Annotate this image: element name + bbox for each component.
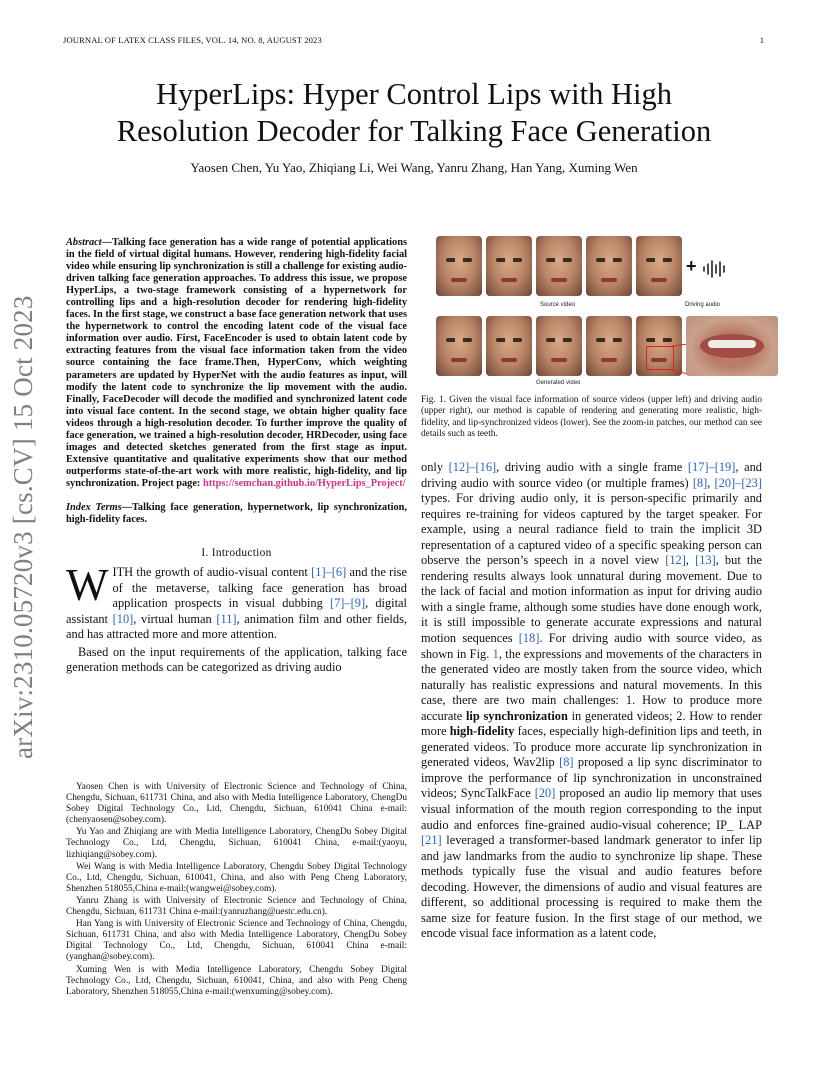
citation-link[interactable]: [12] <box>665 553 686 568</box>
body-text: in generated videos; 2. How to render more <box>421 708 763 739</box>
citation-link[interactable]: [17]–[19] <box>687 460 736 474</box>
generated-frame-image <box>436 316 482 376</box>
paper-title <box>40 76 788 150</box>
index-terms <box>66 502 407 526</box>
body-text: , the expressions and movements of the characters in the generated video are mostly taken from the source video, which naturally has realistic expressions and natural movements. In this case, there are two main challenges: 1. How to produce more accurate <box>421 646 762 723</box>
body-text: leveraged a transformer-based landmark generator to infer lip and jaw landmarks from the audio to synchronize lip shape. These methods typically fuse the visual and audio features before decoding. However, the dimensions of audio and visual features are different, so additional processing is required to make them the same size for feature fusion. In the first stage of our method, we encode visual face information as a latent code, <box>421 833 762 941</box>
abstract-label: Abstract <box>66 237 102 248</box>
abstract <box>66 237 407 490</box>
intro-text: , animation film and other fields, and has attracted more and more attention. <box>66 611 407 642</box>
body-text: . For driving audio with source video, as shown in Fig. <box>421 631 762 661</box>
driving-audio-label: Driving audio <box>685 302 721 308</box>
intro-text: , digital assistant <box>66 596 407 626</box>
footnote: Wei Wang is with Media Intelligence Laboratory, Chengdu Sobey Digital Technology Co., Ltd, Chengdu, Sichuan, 610041, China, and also with Peng Cheng Laboratory, Shenzhen 518055,China e-mail:(wangwei@sobey.com). <box>66 861 407 894</box>
intro-text: , virtual human <box>133 611 217 626</box>
zoom-region-box <box>646 346 674 370</box>
body-text: faces, especially high-definition lips and teeth, in generated videos. To produce more accurate lip synchronization in generated videos, Wav2lip <box>421 724 762 770</box>
page-number: 1 <box>759 35 764 45</box>
generated-frame-image <box>536 316 582 376</box>
footnote: Xuming Wen is with Media Intelligence Laboratory, Chengdu Sobey Digital Technology Co., Ltd, Chengdu, Sichuan, 610041, China, and also with Peng Cheng Laboratory, Shenzhen 518055,China e-mail:(wenxuming@sobey.com). <box>66 964 407 997</box>
figure-caption: Fig. 1. Given the visual face information of source videos (upper left) and driving audio (upper right), our method is capable of rendering and generating more realistic, high-fidelity, and lip-synchronized videos (lower). See the zoom-in patches, our method can see details such as teeth. <box>421 395 762 440</box>
intro-paragraph-1 <box>66 560 407 643</box>
body-text: proposed an audio lip memory that uses visual information of the mouth region corresponding to the input audio and enforces fine-grained audio-visual coherence; IP_ LAP <box>421 786 763 832</box>
body-text: proposed a lip sync discriminator to improve the performance of lip synchronization in unconstrained videos; SyncTalkFace <box>421 755 762 801</box>
citation-link[interactable]: [7]–[9] <box>329 596 366 611</box>
body-text: , but the rendering results always look unnatural during movement. Due to the lack of facial and motion information as input for driving audio with a single frame, although some studies have done enough work, it is still impossible to generate accurate expressions and natural motion sequences <box>421 553 762 646</box>
drop-cap: W <box>66 560 109 611</box>
citation-link[interactable]: [21] <box>421 833 442 848</box>
citation-link[interactable]: [13] <box>695 553 716 568</box>
citation-link[interactable]: [1]–[6] <box>311 565 347 580</box>
emphasis-text: lip synchronization <box>465 708 568 723</box>
body-text: , and driving audio with source video (or multiple frames) <box>421 460 762 490</box>
audio-waveform-icon <box>702 260 728 278</box>
intro-text: and the rise of the metaverse, talking face generation has broad application prospects in visual dubbing <box>112 565 407 611</box>
abstract-text: —Talking face generation has a wide range of potential applications in the field of virtual digital humans. However, rendering high-fidelity facial video while ensuring lip synchronization is still a challenge for existing audio-driven talking face generation approaches. To address this issue, we propose HyperLips, a two-stage framework consisting of a hypernetwork for controlling lips and a high-resolution decoder for rendering high-fidelity faces. In the first stage, we construct a base face generation network that uses the hypernetwork to control the encoding latent code of the visual face information over audio. First, FaceEncoder is used to obtain latent code by extracting features from the visual face information taken from the video source containing the face frame.Then, HyperConv, which weighting parameters are updated by HyperNet with the audio features as input, will modify the latent code to synchronize the lip movement with the audio. Finally, FaceDecoder will decode the modified and synchronized latent code into visual face content. In the second stage, we obtain higher quality face videos through a high-resolution decoder. To further improve the quality of face generation, we trained a high-resolution decoder, HRDecoder, using face images and detected sketches generated from the first stage as input. Extensive quantitative and qualitative experiments show that our method outperforms state-of-the-art work with more realistic, high-fidelity, and lip synchronization. Project page: <box>66 237 407 489</box>
author-list: Yaosen Chen, Yu Yao, Zhiqiang Li, Wei Wang, Yanru Zhang, Han Yang, Xuming Wen <box>190 160 638 175</box>
arxiv-identifier: arXiv:2310.05720v3 [cs.CV] 15 Oct 2023 <box>8 295 38 759</box>
citation-link[interactable]: [18] <box>518 631 540 646</box>
source-frame-image <box>636 236 682 296</box>
zoomed-lips-image <box>686 316 778 376</box>
citation-link[interactable]: [8] <box>692 475 708 490</box>
plus-icon: + <box>686 256 697 276</box>
body-text: , <box>707 475 715 490</box>
title-line-2: Resolution Decoder for Talking Face Generation <box>116 114 712 148</box>
source-video-label: Source video <box>540 302 576 308</box>
citation-link[interactable]: [10] <box>112 611 134 626</box>
project-page-link[interactable]: https://semchan.github.io/HyperLips_Project/ <box>202 477 406 489</box>
generated-frame-image <box>586 316 632 376</box>
citation-link[interactable]: [11] <box>216 611 237 626</box>
body-text: types. For driving audio only, it is person-specific primarily and requires re-training for videos captured by the target speaker. For example, using a neural radiance field to train the implicit 3D representation of a captured video of a specific speaking person can observe the person’s speech in a novel view <box>421 491 762 568</box>
title-line-1: HyperLips: Hyper Control Lips with High <box>156 77 672 111</box>
generated-frame-image <box>486 316 532 376</box>
footnote: Yu Yao and Zhiqiang are with Media Intelligence Laboratory, ChengDu Sobey Digital Technology Co., Ltd, Chengdu, Sichuan, 610041 China, e-mail:(yaoyu, lizhiqiang@sobey.com). <box>66 827 407 860</box>
footnote: Han Yang is with University of Electronic Science and Technology of China, Chengdu, Sichuan, 611731 China, and also with Media Intelligence Laboratory, ChengDu Sobey Digital Technology Co., Ltd, Chengdu, Sichuan, 610041 China e-mail: (yanghan@sobey.com). <box>66 919 407 963</box>
running-head: JOURNAL OF LATEX CLASS FILES, VOL. 14, NO. 8, AUGUST 2023 <box>63 35 322 45</box>
index-terms-label: Index Terms <box>66 501 122 513</box>
generated-video-label: Generated video <box>536 380 581 386</box>
emphasis-text: high-fidelity <box>449 724 515 739</box>
source-frame-image <box>486 236 532 296</box>
body-text: , driving audio with a single frame <box>496 460 688 474</box>
source-frame-image <box>536 236 582 296</box>
footnote: Yanru Zhang is with University of Electronic Science and Technology of China, Chengdu, Sichuan, 611731 China e-mail:(yanruzhang@uestc.edu.cn). <box>66 895 407 918</box>
right-column <box>421 460 762 942</box>
citation-link[interactable]: [20]–[23] <box>714 475 762 490</box>
citation-link[interactable]: [20] <box>534 786 556 801</box>
figure-1 <box>436 236 772 392</box>
left-column <box>66 237 407 676</box>
right-column-paragraph <box>421 460 762 942</box>
source-frame-image <box>586 236 632 296</box>
source-frame-image <box>436 236 482 296</box>
intro-paragraph-2: Based on the input requirements of the application, talking face generation methods can be categorized as driving audio <box>66 644 407 675</box>
index-terms-text: —Talking face generation, hypernetwork, lip synchronization, high-fidelity faces. <box>66 501 407 526</box>
author-footnotes <box>66 782 407 999</box>
figure-reference-link[interactable]: 1 <box>492 646 499 661</box>
citation-link[interactable]: [8] <box>559 755 574 770</box>
intro-text: ITH the growth of audio-visual content <box>112 565 312 580</box>
footnote: Yaosen Chen is with University of Electronic Science and Technology of China, Chengdu, Sichuan, 611731 China, and also with Media Intelligence Laboratory, ChengDu Sobey Digital Technology Co., Ltd, Chengdu, Sichuan, 610041 China e-mail: (chenyaosen@sobey.com). <box>66 782 407 826</box>
section-heading-introduction: I. Introduction <box>201 547 272 560</box>
body-text: , <box>685 553 696 568</box>
citation-link[interactable]: [12]–[16] <box>448 460 497 474</box>
body-text: only <box>421 460 449 474</box>
